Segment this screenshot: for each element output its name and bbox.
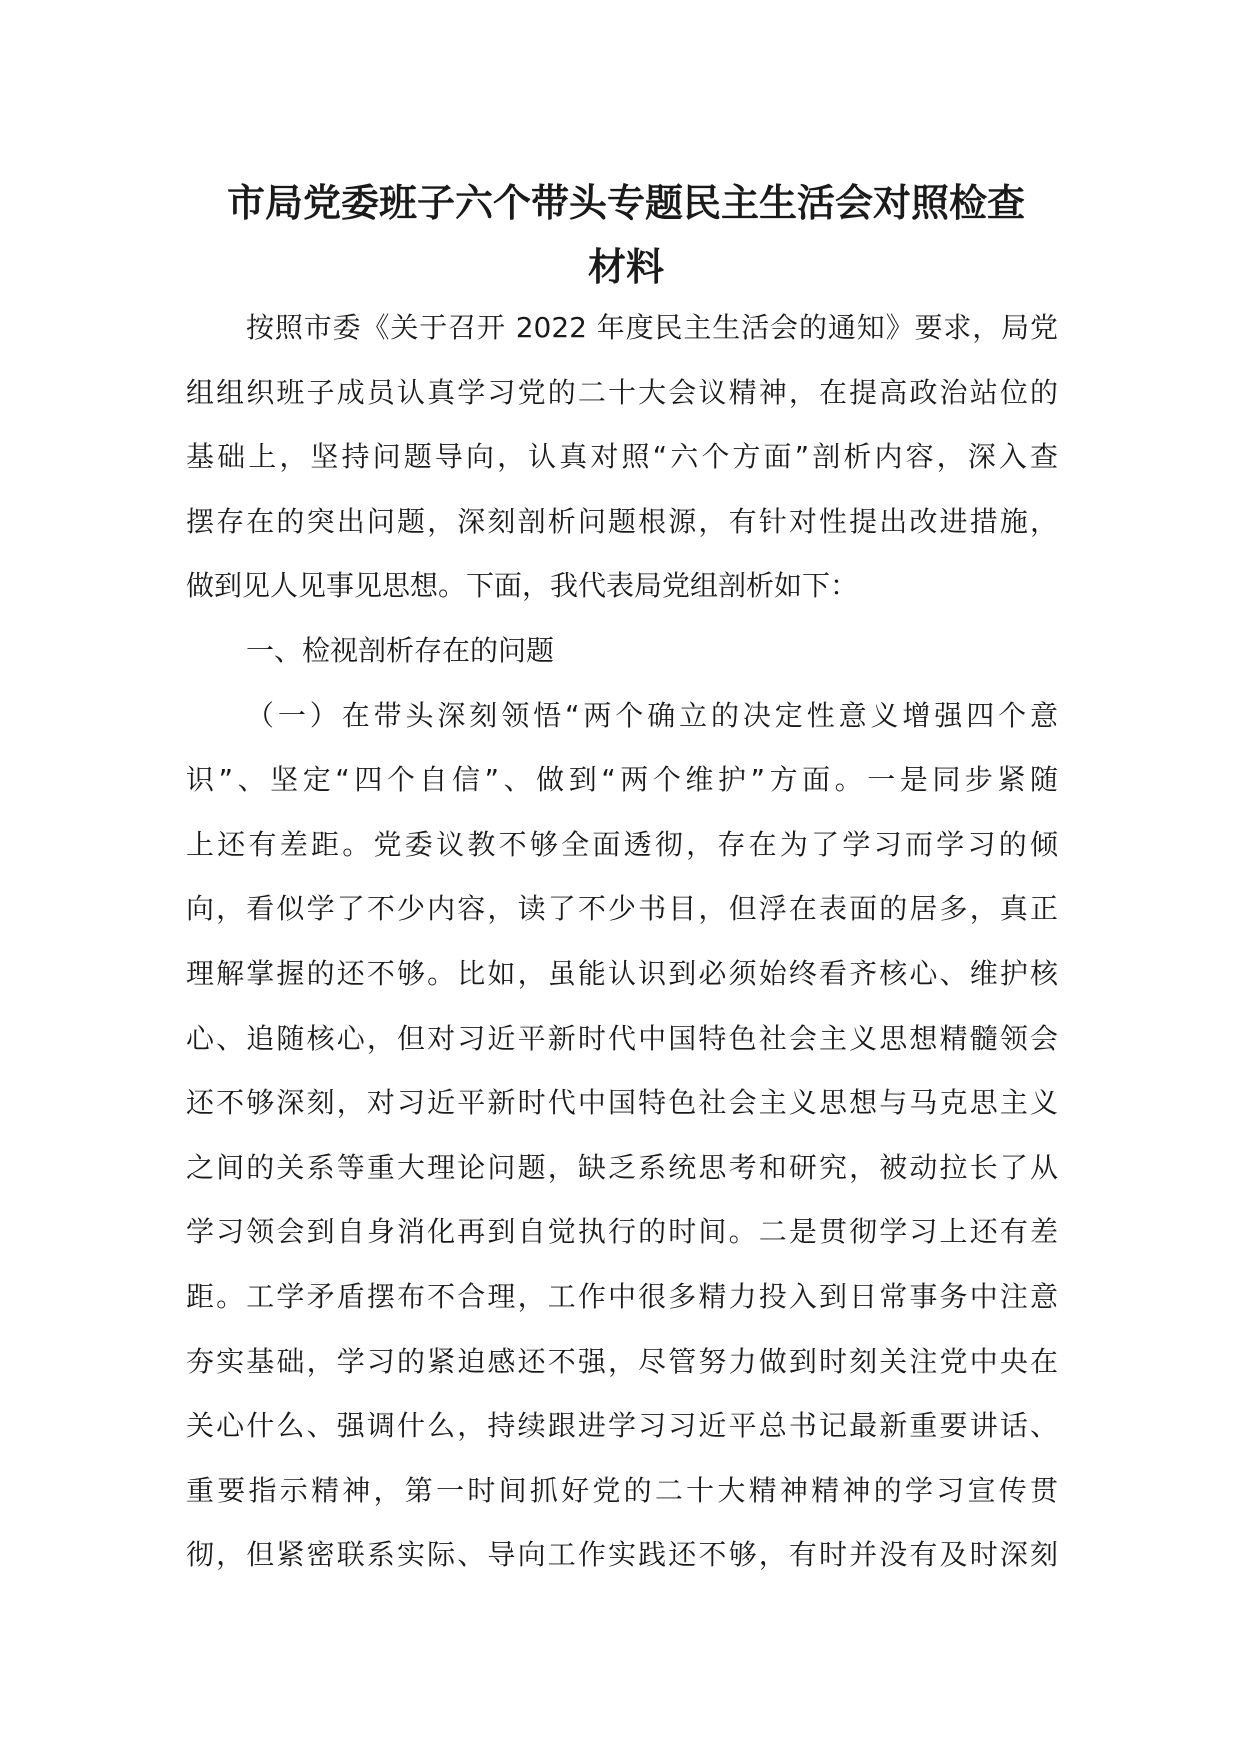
paragraph-line: 按照市委《关于召开 2022 年度民主生活会的通知》要求，局党 <box>246 311 1058 344</box>
paragraph-line: 距。工学矛盾摆布不合理，工作中很多精力投入到日常事务中注意 <box>186 1279 1058 1313</box>
paragraph-line: 识”、坚定“四个自信”、做到“两个维护”方面。一是同步紧随 <box>186 763 1058 797</box>
paragraph-line: 关心什么、强调什么，持续跟进学习习近平总书记最新重要讲话、 <box>186 1409 1058 1443</box>
paragraph-line: 之间的关系等重大理论问题，缺乏系统思考和研究，被动拉长了从 <box>186 1150 1058 1184</box>
document-title-line-1: 市局党委班子六个带头专题民主生活会对照检查 <box>226 181 1025 225</box>
paragraph-line: 彻，但紧密联系实际、导向工作实践还不够，有时并没有及时深刻 <box>186 1538 1058 1572</box>
paragraph-line: 心、追随核心，但对习近平新时代中国特色社会主义思想精髓领会 <box>186 1021 1058 1055</box>
paragraph-line: （一）在带头深刻领悟“两个确立的决定性意义增强四个意 <box>246 698 1058 732</box>
paragraph-line: 夯实基础，学习的紧迫感还不强，尽管努力做到时刻关注党中央在 <box>186 1344 1058 1378</box>
paragraph-line: 还不够深刻，对习近平新时代中国特色社会主义思想与马克思主义 <box>186 1086 1058 1120</box>
document-title-line-2: 材料 <box>587 245 664 289</box>
paragraph-line: 摆存在的突出问题，深刻剖析问题根源，有针对性提出改进措施， <box>186 504 1058 538</box>
document-body <box>186 296 1058 1588</box>
paragraph-line: 理解掌握的还不够。比如，虽能认识到必须始终看齐核心、维护核 <box>186 956 1058 990</box>
paragraph-line: 向，看似学了不少内容，读了不少书目，但浮在表面的居多，真正 <box>186 892 1058 926</box>
section-heading: 一、检视剖析存在的问题 <box>246 633 555 667</box>
paragraph-line: 上还有差距。党委议教不够全面透彻，存在为了学习而学习的倾 <box>186 827 1058 861</box>
paragraph-line: 做到见人见事见思想。下面，我代表局党组剖析如下： <box>186 569 859 603</box>
paragraph-line: 基础上，坚持问题导向，认真对照“六个方面”剖析内容，深入查 <box>186 440 1058 474</box>
paragraph-line: 组组织班子成员认真学习党的二十大会议精神，在提高政治站位的 <box>186 375 1058 409</box>
paragraph-line: 重要指示精神，第一时间抓好党的二十大精神精神的学习宣传贯 <box>186 1473 1058 1507</box>
paragraph-line: 学习领会到自身消化再到自觉执行的时间。二是贯彻学习上还有差 <box>186 1215 1058 1249</box>
